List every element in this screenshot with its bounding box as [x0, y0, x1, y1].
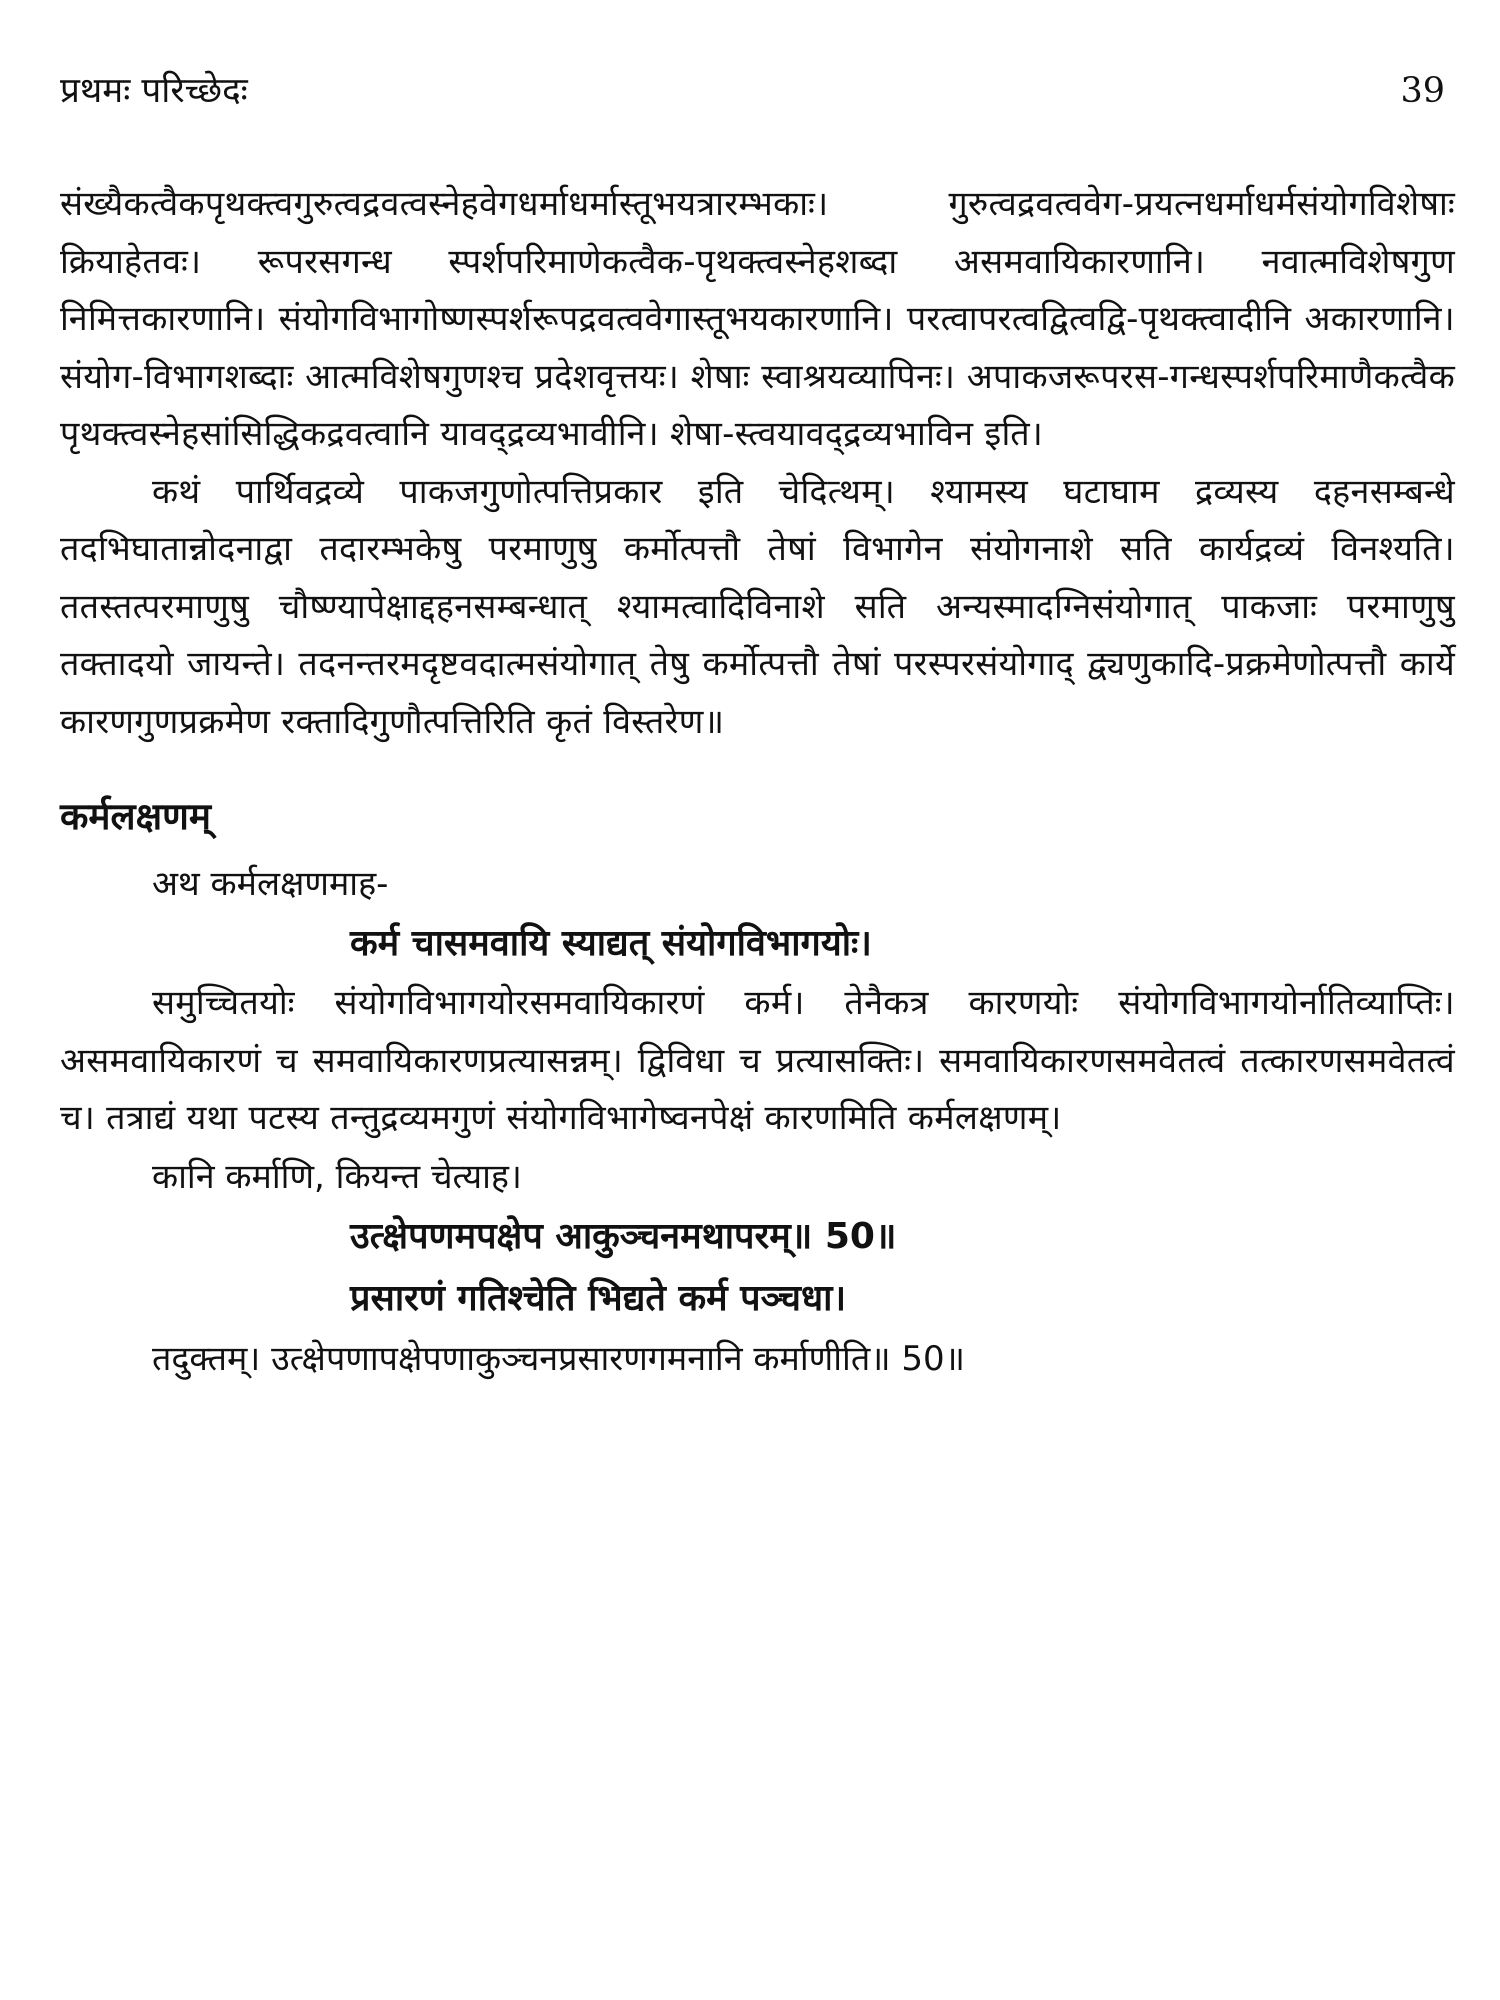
page-header: [60, 62, 1455, 124]
book-page: [60, 62, 1455, 1388]
paragraph-karma-definition: समुच्चितयोः संयोगविभागयोरसमवायिकारणं कर्म। तेनैकत्र कारणयोः संयोगविभागयोर्नातिव्याप्तिः। असमवायिकारणं च समवायिकारणप्रत्यासन्नम्। द्विविधा च प्रत्यासक्तिः। समवायिकारणसमवेतत्वं तत्कारणसमवेतत्वं च। तत्राद्यं यथा पटस्य तन्तुद्रव्यमगुणं संयोगविभागेष्वनपेक्षं कारणमिति कर्मलक्षणम्।: [60, 983, 1455, 1138]
section-intro: अथ कर्मलक्षणमाह-: [152, 864, 389, 904]
section-heading-karma-lakshanam: कर्मलक्षणम्: [60, 795, 212, 838]
question-line: कानि कर्माणि, कियन्त चेत्याह।: [152, 1156, 522, 1197]
paragraph-guna-classification: संख्यैकत्वैकपृथक्त्वगुरुत्वद्रवत्वस्नेहवेगधर्माधर्मास्तूभयत्रारम्भकाः। गुरुत्वद्रवत्ववेग-प्रयत्नधर्माधर्मसंयोगविशेषाः क्रियाहेतवः। रूपरसगन्ध स्पर्शपरिमाणेकत्वैक-पृथक्त्वस्नेहशब्दा असमवायिकारणानि। नवात्मविशेषगुण निमित्तकारणानि। संयोगविभागोष्णस्पर्शरूपद्रवत्ववेगास्तूभयकारणानि। परत्वापरत्वद्वित्वद्वि-पृथक्त्वादीनि अकारणानि। संयोग-विभागशब्दाः आत्मविशेषगुणश्च प्रदेशवृत्तयः। शेषाः स्वाश्रयव्यापिनः। अपाकजरूपरस-गन्धस्पर्शपरिमाणैकत्वैक पृथक्त्वस्नेहसांसिद्धिकद्रवत्वानि यावद्द्रव्यभावीनि। शेषा-स्त्वयावद्द्रव्यभाविन इति।: [60, 184, 1455, 454]
paragraph-paka-process: कथं पार्थिवद्रव्ये पाकजगुणोत्पत्तिप्रकार इति चेदित्थम्। श्यामस्य घटाघाम द्रव्यस्य दहनसम्बन्धे तदभिघातान्नोदनाद्वा तदारम्भकेषु परमाणुषु कर्मोत्पत्तौ तेषां विभागेन संयोगनाशे सति कार्यद्रव्यं विनश्यति। ततस्तत्परमाणुषु चौष्ण्यापेक्षाद्दहनसम्बन्धात् श्यामत्वादिविनाशे सति अन्यस्मादग्निसंयोगात् पाकजाः परमाणुषु तक्तादयो जायन्ते। तदनन्तरमदृष्टवदात्मसंयोगात् तेषु कर्मोत्पत्तौ तेषां परस्परसंयोगाद् द्व्यणुकादि-प्रक्रमेणोत्पत्तौ कार्ये कारणगुणप्रक्रमेण रक्तादिगुणौत्पत्तिरिति कृतं विस्तरेण॥: [60, 471, 1455, 742]
closing-line: तदुक्तम्। उत्क्षेपणापक्षेपणाकुञ्चनप्रसारणगमनानि कर्माणीति॥ 50॥: [152, 1338, 966, 1379]
page-number: 39: [1400, 71, 1445, 111]
verse-line-1: उत्क्षेपणमपक्षेप आकुञ्चनमथापरम्॥ 50॥: [350, 1215, 897, 1257]
running-head: प्रथमः परिच्छेदः: [60, 71, 248, 111]
verse-line-2: प्रसारणं गतिश्चेति भिद्यते कर्म पञ्चधा।: [350, 1277, 847, 1319]
karika-verse: कर्म चासमवायि स्याद्यत् संयोगविभागयोः।: [350, 923, 872, 964]
